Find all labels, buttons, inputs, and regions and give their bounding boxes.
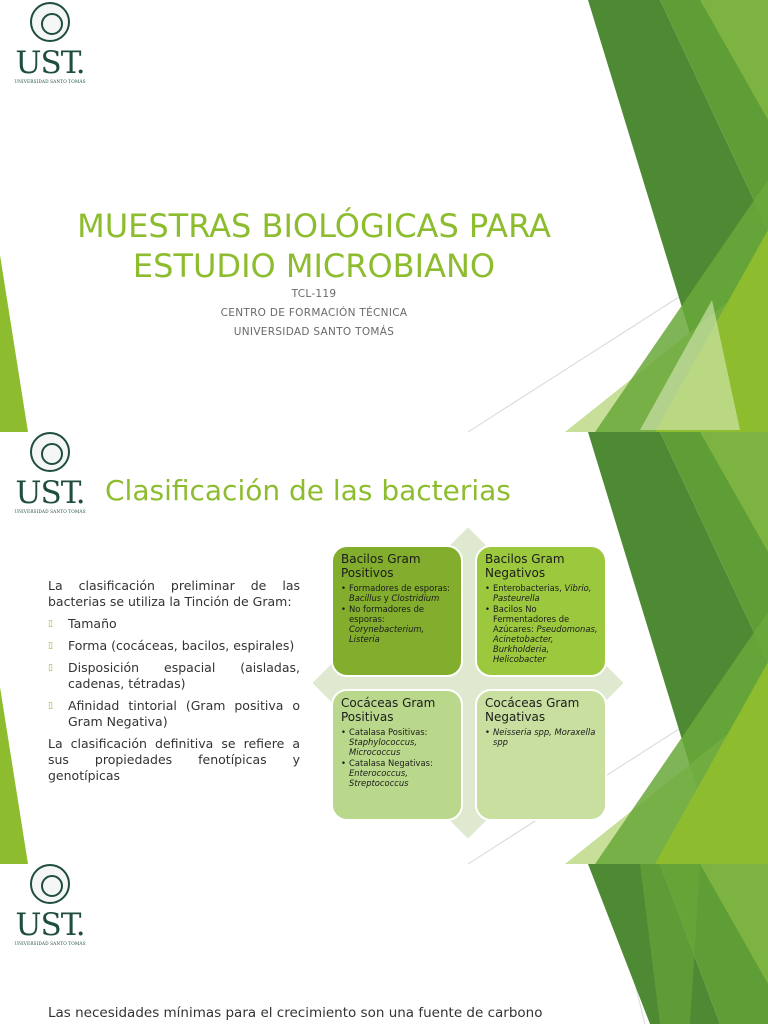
bullet-icon: ▯ xyxy=(48,619,53,629)
box-heading: Bacilos Gram Negativos xyxy=(485,552,565,580)
box-list xyxy=(341,727,454,788)
ust-wordmark: UST. xyxy=(15,475,85,511)
bullet-text: Disposición espacial (aisladas, cadenas, tétradas) xyxy=(68,660,300,691)
university-line: UNIVERSIDAD SANTO TOMÁS xyxy=(14,942,86,947)
university-seal-icon xyxy=(30,2,70,42)
list-item xyxy=(48,698,300,730)
box-heading: Bacilos Gram Positivos xyxy=(341,552,421,580)
slide-3-body-text: Las necesidades mínimas para el crecimiento son una fuente de carbono xyxy=(48,1005,543,1021)
box-cocaceas-gram-negativas xyxy=(475,689,607,821)
course-code: TCL-119 xyxy=(291,288,337,300)
slide-3-decoration xyxy=(0,864,768,1024)
bullet-text: Forma (cocáceas, bacilos, espirales) xyxy=(68,638,295,653)
box-heading: Cocáceas Gram Negativas xyxy=(485,696,580,724)
university-name: UNIVERSIDAD SANTO TOMÁS xyxy=(233,326,395,338)
list-item xyxy=(48,638,300,654)
intro-paragraph: La clasificación preliminar de las bacterias se utiliza la Tinción de Gram: xyxy=(48,578,300,609)
list-item: • Neisseria spp, Moraxella spp xyxy=(485,727,598,747)
ust-wordmark: UST. xyxy=(15,907,85,943)
ust-logo-2 xyxy=(12,432,88,515)
ust-wordmark: UST. xyxy=(15,45,85,81)
university-line: UNIVERSIDAD SANTO TOMÁS xyxy=(14,80,86,85)
university-seal-icon xyxy=(30,864,70,904)
box-list xyxy=(485,727,598,747)
box-heading: Cocáceas Gram Positivas xyxy=(341,696,436,724)
bullet-text: Afinidad tintorial (Gram positiva o Gram Negativa) xyxy=(68,698,300,729)
conclusion-paragraph: La clasificación definitiva se refiere a sus propiedades fenotípicas y genotípicas xyxy=(48,736,300,783)
list-item: • Formadores de esporas: Bacillus y Clostridium xyxy=(341,583,454,603)
bullet-icon: ▯ xyxy=(48,663,53,673)
bullet-icon: ▯ xyxy=(48,641,53,651)
title-line-2: ESTUDIO MICROBIANO xyxy=(132,247,496,285)
box-bacilos-gram-positivos xyxy=(331,545,463,677)
slide-1 xyxy=(0,0,768,432)
list-item: • No formadores de esporas: Corynebacterium, Listeria xyxy=(341,604,454,644)
university-seal-icon xyxy=(30,432,70,472)
center-name: CENTRO DE FORMACIÓN TÉCNICA xyxy=(220,307,408,319)
box-cocaceas-gram-positivas xyxy=(331,689,463,821)
list-item: • Catalasa Positivas: Staphylococcus, Micrococcus xyxy=(341,727,454,757)
university-line: UNIVERSIDAD SANTO TOMÁS xyxy=(14,510,86,515)
list-item: • Bacilos No Fermentadores de Azúcares: Pseudomonas, Acinetobacter, Burkholderia, Helicobacter xyxy=(485,604,598,664)
list-item xyxy=(48,616,300,632)
list-item: • Catalasa Negativas: Enterococcus, Streptococcus xyxy=(341,758,454,788)
ust-logo xyxy=(12,2,88,85)
box-bacilos-gram-negativos xyxy=(475,545,607,677)
list-item: • Enterobacterias, Vibrio, Pasteurella xyxy=(485,583,598,603)
classification-text xyxy=(48,578,300,790)
ust-logo-3 xyxy=(12,864,88,947)
bullet-icon: ▯ xyxy=(48,701,53,711)
slide-2-title: Clasificación de las bacterias xyxy=(105,474,511,507)
box-list xyxy=(485,583,598,664)
box-list xyxy=(341,583,454,644)
slide-title xyxy=(40,206,588,286)
bullet-text: Tamaño xyxy=(68,616,117,631)
title-line-1: MUESTRAS BIOLÓGICAS PARA xyxy=(77,207,551,245)
slide-3 xyxy=(0,864,768,1024)
list-item xyxy=(48,660,300,692)
